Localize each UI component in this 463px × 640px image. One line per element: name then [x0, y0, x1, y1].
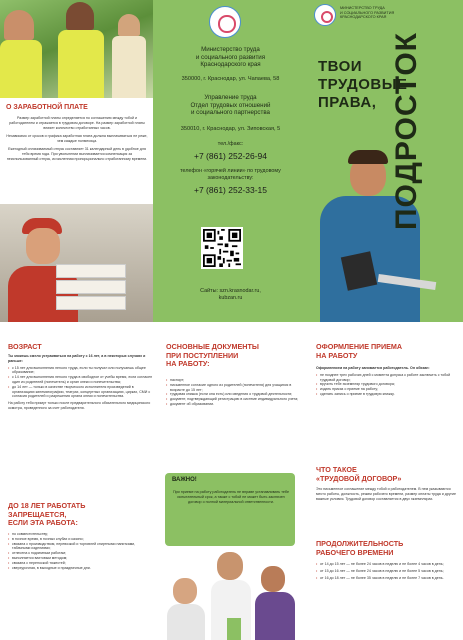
document-item: • паспорт;	[166, 378, 302, 383]
hotline-label-line: телефон «горячей линии» по трудовому	[180, 168, 281, 174]
site-link[interactable]: kubzan.ru	[218, 295, 243, 301]
prohibited-item: • выполняется вахтовым методом;	[8, 556, 154, 561]
salary-text	[6, 116, 148, 162]
ministry-logo-small	[314, 4, 336, 26]
hiring-item: • издать приказ о приеме на работу;	[316, 387, 456, 392]
documents-heading-line: НА РАБОТУ:	[166, 359, 210, 368]
age-item: • с 15 лет для выполнения легкого труда, если ты получил или получаешь общее образование;	[8, 366, 154, 376]
hiring-item: • не позднее трех рабочих дней с момента допуска к работе заключить с тобой трудовой договор;	[316, 373, 456, 383]
logo-caption	[340, 6, 400, 20]
age-item: • с 14 лет для выполнения легкого труда в свободное от учебы время, если согласен один из родителей (попечитель) и орган опеки и попечительства;	[8, 375, 154, 385]
logo-caption-line: МИНИСТЕРСТВО ТРУДА	[340, 6, 385, 10]
ministry-name-line: и социального развития	[195, 53, 266, 61]
important-notice-heading: ВАЖНО!	[172, 477, 197, 483]
documents-heading-line: ПРИ ПОСТУПЛЕНИИ	[166, 350, 239, 360]
hotline-number[interactable]: +7 (861) 252-33-15	[193, 185, 267, 195]
contract-heading	[316, 466, 456, 483]
prohibited-heading-line: ЗАПРЕЩАЕТСЯ,	[8, 509, 67, 519]
prohibited-list	[8, 532, 154, 570]
age-heading: ВОЗРАСТ	[8, 342, 42, 351]
salary-heading: О ЗАРАБОТНОЙ ПЛАТЕ	[6, 104, 88, 111]
document-item: • письменное согласие одного из родителей (попечителя) для учащихся в возрасте до 15 лет;	[166, 383, 302, 393]
hotline-label-line: законодательству:	[207, 175, 254, 181]
hiring-text	[316, 366, 456, 397]
phone-label: тел./факс:	[217, 141, 244, 147]
ministry-name	[153, 46, 308, 69]
department-name-line: и социального партнерства	[190, 109, 270, 117]
hotline-label	[153, 168, 308, 182]
department-address: 350010, г. Краснодар, ул. Зиповская, 5	[180, 126, 281, 132]
age-item: • до 14 лет — только в качестве творческого исполнителя произведений в организациях кинематографии, театрах, концертных организациях, цирках, СМИ с согласия родителей и разрешения органа опеки и попечительства.	[8, 385, 154, 399]
hiring-item: • вручить тебе экземпляр трудового договора;	[316, 382, 456, 387]
cover-title-line: ТРУДОВЫЕ	[318, 76, 408, 93]
document-item: • документ об образовании.	[166, 402, 302, 407]
ministry-logo	[209, 6, 241, 38]
logo-caption-line: И СОЦИАЛЬНОГО РАЗВИТИЯ	[340, 10, 395, 15]
hours-item: • от 15 до 16 лет — не более 24 часов в неделю и не более 5 часов в день;	[316, 569, 456, 574]
important-notice-box	[165, 473, 295, 546]
ministry-name-line: Краснодарского края	[200, 61, 261, 69]
prohibited-item: • по совместительству;	[8, 532, 154, 537]
department-name	[153, 94, 308, 117]
documents-heading	[166, 343, 302, 369]
photo-volunteers	[0, 0, 153, 98]
department-name-line: Отдел трудовых отношений	[190, 101, 271, 109]
hours-heading	[316, 540, 456, 557]
sites-label: Сайты:	[200, 288, 218, 294]
important-notice-text: При приеме на работу работодатель не вправе устанавливать тебе испытательный срок, а также с тобой не может быть заключен договор о полной материальной ответственности.	[172, 490, 290, 504]
hours-heading-line: РАБОЧЕГО ВРЕМЕНИ	[316, 547, 394, 557]
salary-paragraph: Размер заработной платы определяется по соглашению между тобой и работодателем и отражается в трудовом договоре. На размер заработной платы влияет количество отработанных часов.	[9, 116, 145, 130]
documents-list	[166, 378, 302, 407]
contract-heading-line: ЧТО ТАКОЕ	[316, 465, 357, 474]
hours-heading-line: ПРОДОЛЖИТЕЛЬНОСТЬ	[316, 539, 404, 548]
document-item: • трудовая книжка (если она есть) или сведения о трудовой деятельности;	[166, 392, 302, 397]
prohibited-heading	[8, 502, 154, 528]
qr-code[interactable]	[201, 227, 243, 269]
cover-title-line: ПРАВА,	[318, 94, 377, 111]
age-outro: На работу тебя примут только после предварительного обязательного медицинского осмотра, проведенного за счет работодателя.	[8, 401, 151, 410]
hiring-heading	[316, 343, 456, 360]
age-text	[8, 354, 154, 413]
phone-number[interactable]: +7 (861) 252-26-94	[193, 151, 267, 161]
hiring-item: • сделать запись о приеме в трудовую книжку.	[316, 392, 456, 397]
hours-item: • от 14 до 15 лет — не более 24 часов в неделю и не более 4 часов в день;	[316, 562, 456, 567]
documents-heading-line: ОСНОВНЫЕ ДОКУМЕНТЫ	[166, 342, 259, 351]
hours-list	[316, 562, 456, 580]
site-link[interactable]: szn.krasnodar.ru,	[219, 288, 261, 294]
prohibited-item: • в ночное время, в ночных клубах и казино;	[8, 537, 154, 542]
left-panel	[0, 0, 153, 322]
department-name-line: Управление труда	[204, 94, 257, 101]
prohibited-item: • отнесена к подземным работам;	[8, 551, 154, 556]
qr-code-image	[203, 229, 241, 267]
contract-text: Это письменное соглашение между тобой и работодателем. В нем указываются место работы, должность, режим рабочего времени, размер оплаты труда и другие важные условия. Трудовой договор составляется в двух экземплярах.	[316, 487, 456, 501]
ministry-name-line: Министерство труда	[201, 46, 260, 53]
cover-title-line: ТВОИ	[318, 58, 363, 75]
prohibited-item: • связана с переноской тяжестей;	[8, 561, 154, 566]
logo-caption-line: КРАСНОДАРСКОГО КРАЯ	[340, 15, 387, 20]
salary-paragraph: Ежегодный оплачиваемый отпуск составляет 31 календарный день в удобное для тебя время года. При увольнении выплачивается компенсация за неиспользованный отпуск, исчисленная пропорционально отработанному времени.	[6, 147, 148, 161]
hours-item: • от 16 до 18 лет — не более 35 часов в неделю и не более 7 часов в день.	[316, 576, 456, 581]
photo-teen-group	[165, 548, 305, 640]
age-intro: Ты можешь смело устраиваться на работу с 16 лет, а в некоторых случаях и раньше:	[8, 354, 146, 363]
prohibited-heading-line: ДО 18 ЛЕТ РАБОТАТЬ	[8, 501, 86, 510]
hiring-intro: Оформлением на работу занимается работодатель. Он обязан:	[316, 366, 430, 370]
document-item: • документ, подтверждающий регистрацию в системе индивидуального учета;	[166, 397, 302, 402]
hiring-heading-line: ОФОРМЛЕНИЕ ПРИЕМА	[316, 342, 403, 351]
contract-heading-line: «ТРУДОВОЙ ДОГОВОР»	[316, 473, 402, 483]
prohibited-heading-line: ЕСЛИ ЭТА РАБОТА:	[8, 518, 78, 527]
prohibited-item: • сверхурочная, в выходные и праздничные дни.	[8, 566, 154, 571]
photo-delivery-boy	[0, 204, 153, 322]
cover-vertical-title: ПОДРОСТОК	[390, 32, 423, 230]
hiring-heading-line: НА РАБОТУ	[316, 350, 358, 360]
prohibited-item: • связана с производством, перевозкой и торговлей спиртными напитками, табачными изделиями;	[8, 542, 154, 552]
salary-paragraph: Независимо от сроков и графика заработная плата должна выплачиваться не реже, чем каждые полмесяца.	[6, 134, 148, 143]
contact-panel	[153, 0, 308, 322]
sites-block	[153, 288, 308, 302]
ministry-address: 350000, г. Краснодар, ул. Чапаева, 58	[181, 76, 280, 82]
